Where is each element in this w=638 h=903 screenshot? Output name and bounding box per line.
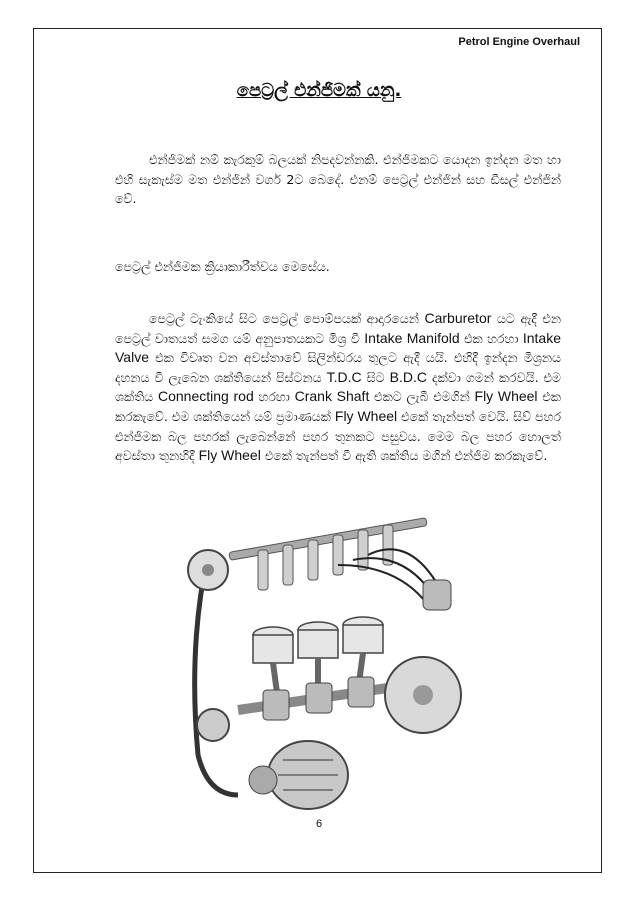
- paragraph-definition-text: එන්ජිමක් නම් කැරකුම් බලයක් නිපදවන්නකි. එන්ජිමකට යොදන ඉන්දන මත හා එහි සැකැස්ම මත එන්ජින් වර්ග 2ට බෙදේ. එනම් පෙට්‍රල් එන්ජින් සහ ඩීසල් එන්ජින් වේ.: [115, 152, 561, 207]
- term-fly-wheel: Fly Wheel: [334, 407, 398, 424]
- term-intake-manifold: Intake Manifold: [364, 329, 460, 346]
- para3-text: පෙට්‍රල් ටැංකියේ සිට පෙට්‍රල් පොම්පයක් ආදාරයෙන්: [149, 311, 419, 326]
- para3-text: එක කරකැවේ. එම ශක්තියෙන් යම් ප්‍රමාණයක්: [115, 389, 561, 424]
- term-fly-wheel: Fly Wheel: [198, 447, 261, 464]
- running-header: Petrol Engine Overhaul: [458, 36, 580, 48]
- para3-text: සිට: [366, 369, 385, 385]
- para3-text: එකේ තැන්පත් වෙයි. සිව් පහර එන්ජිමක බල පහරක් ලැබෙන්නේ පහර තුනකට පසුවය. මෙම බල පහර හොලත් අවස්තා තුනහිදී: [115, 408, 561, 464]
- para3-text: එක හරහා: [464, 330, 519, 346]
- paragraph-operation: [115, 309, 561, 466]
- page-number: 6: [315, 818, 323, 830]
- para3-text: එක විවෘත වන අවස්තාවේ සිලින්ඩරය තුලට ඇදී යයි. එහිදී ඉන්දන මිශ්‍රනය දහනය වී ලැබෙන ශක්තියෙන් පිස්ටනය: [115, 350, 561, 385]
- term-fly-wheel: Fly Wheel: [474, 388, 538, 405]
- term-carburetor: Carburetor: [424, 310, 492, 326]
- para3-text: දක්වා ගමන් කරවයි. එම ශක්තිය: [115, 369, 561, 405]
- term-intake-valve: Intake Valve: [115, 329, 561, 366]
- engine-cutaway-illustration: [168, 495, 468, 825]
- paragraph-definition: [115, 150, 561, 209]
- term-connecting-rod: Connecting rod: [158, 388, 254, 405]
- para3-text: එකේ තැන්පත් වී ඇති ශක්තිය මගින් එන්ජිම කරකැවේ.: [264, 448, 548, 464]
- para3-text: එකට ලැබී එමගින්: [374, 389, 470, 405]
- term-tdc: T.D.C: [326, 368, 362, 385]
- page-title: පෙට්‍රල් එන්ජිමක් යනු.: [236, 80, 402, 101]
- paragraph-operation-heading-text: පෙට්‍රල් එන්ජිමක ක්‍රියාකාරීත්වය මෙසේය.: [115, 259, 330, 274]
- para3-text: යට ඇදී එන පෙට්‍රල් වාතයත් සමග යම් අනුපාතයකට මිශ්‍ර වී: [115, 311, 562, 346]
- term-crank-shaft: Crank Shaft: [294, 388, 370, 405]
- para3-text: හරහා: [258, 389, 290, 405]
- term-bdc: B.D.C: [389, 368, 427, 385]
- paragraph-operation-heading: [115, 257, 561, 277]
